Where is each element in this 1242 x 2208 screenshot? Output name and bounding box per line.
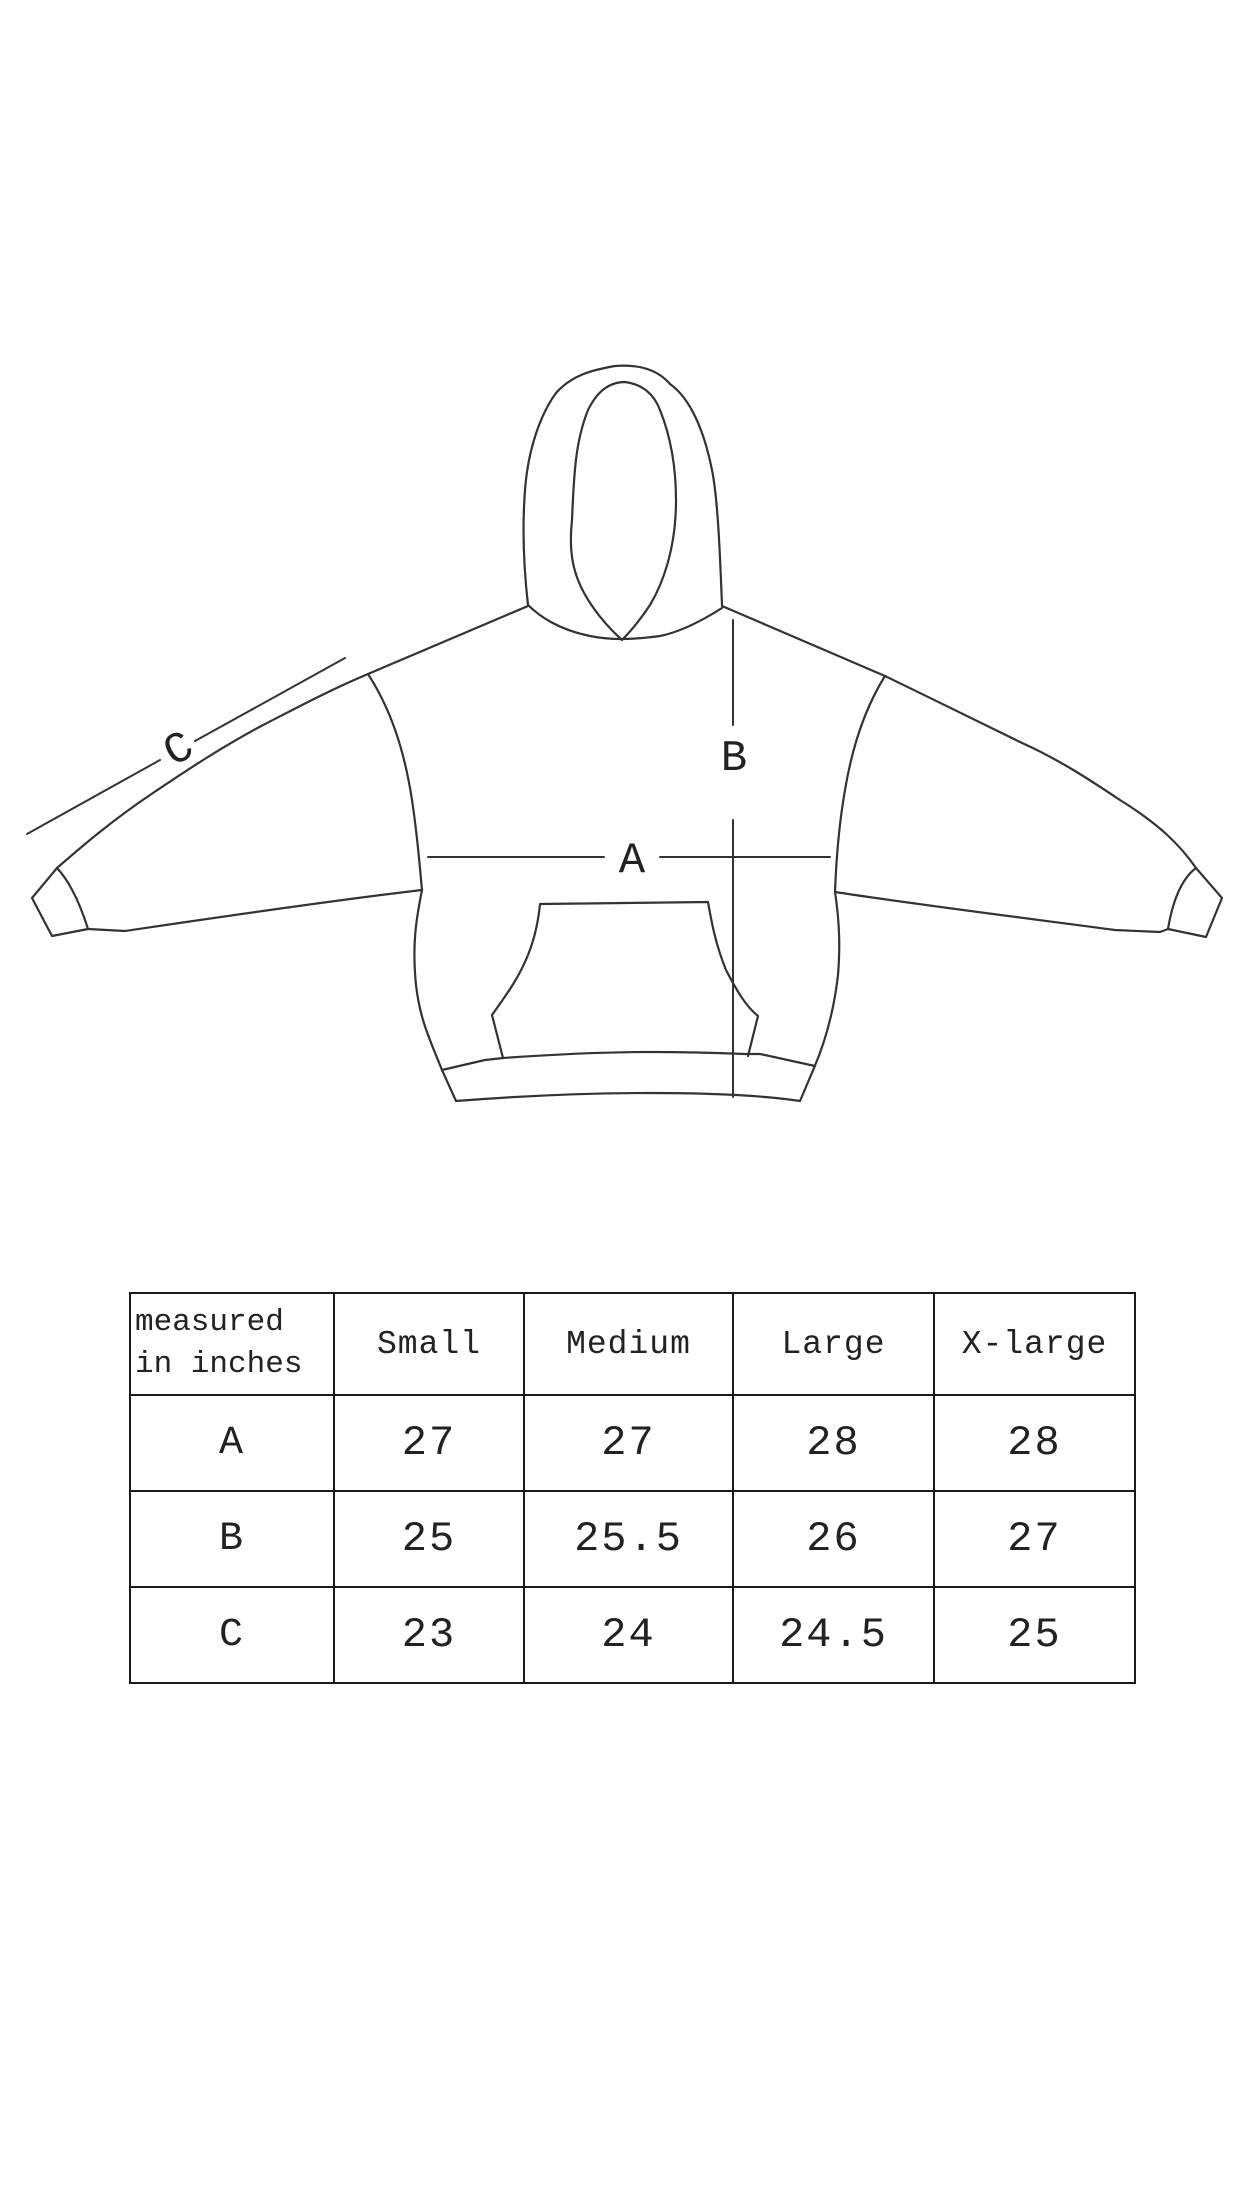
measure-line-c-upper — [195, 658, 345, 741]
size-chart-table — [129, 1292, 1136, 1684]
column-header-x-large: X-large — [934, 1293, 1135, 1395]
table-cell: 25 — [334, 1491, 524, 1587]
column-header-medium: Medium — [524, 1293, 733, 1395]
hood-outer — [524, 366, 722, 605]
label-b: B — [720, 734, 748, 784]
row-label: C — [130, 1587, 334, 1683]
left-armhole — [368, 674, 422, 890]
right-armhole — [835, 676, 885, 892]
label-a: A — [618, 836, 646, 886]
hood-opening — [571, 382, 676, 640]
waistband — [442, 1068, 814, 1101]
corner-label-line-2: in inches — [135, 1347, 303, 1382]
row-label: A — [130, 1395, 334, 1491]
left-cuff — [32, 868, 88, 936]
table-cell: 28 — [934, 1395, 1135, 1491]
right-body-side — [814, 892, 839, 1068]
right-cuff — [1168, 868, 1222, 937]
measurement-lines — [27, 620, 830, 1097]
table-cell: 27 — [524, 1395, 733, 1491]
table-cell: 25.5 — [524, 1491, 733, 1587]
table-cell: 27 — [334, 1395, 524, 1491]
collar — [528, 605, 722, 639]
row-label: B — [130, 1491, 334, 1587]
measure-line-c-lower — [27, 760, 160, 834]
corner-cell — [130, 1293, 334, 1395]
table-cell: 28 — [733, 1395, 934, 1491]
waistband-seam — [442, 1052, 815, 1070]
size-chart-row-b — [130, 1491, 1135, 1587]
label-c: C — [156, 722, 203, 779]
size-chart-row-a — [130, 1395, 1135, 1491]
table-cell: 24.5 — [733, 1587, 934, 1683]
left-body-side — [414, 890, 442, 1070]
table-cell: 27 — [934, 1491, 1135, 1587]
table-cell: 25 — [934, 1587, 1135, 1683]
column-header-small: Small — [334, 1293, 524, 1395]
corner-label-line-1: measured — [135, 1305, 284, 1340]
right-sleeve-top — [722, 606, 1196, 868]
table-cell: 24 — [524, 1587, 733, 1683]
table-cell: 26 — [733, 1491, 934, 1587]
measurement-labels — [156, 722, 747, 886]
size-chart-header-row — [130, 1293, 1135, 1395]
left-sleeve-top — [57, 606, 528, 868]
size-chart-row-c — [130, 1587, 1135, 1683]
kangaroo-pocket — [492, 902, 758, 1058]
table-cell: 23 — [334, 1587, 524, 1683]
right-sleeve-bottom — [835, 892, 1168, 932]
left-sleeve-bottom — [88, 890, 422, 931]
column-header-large: Large — [733, 1293, 934, 1395]
